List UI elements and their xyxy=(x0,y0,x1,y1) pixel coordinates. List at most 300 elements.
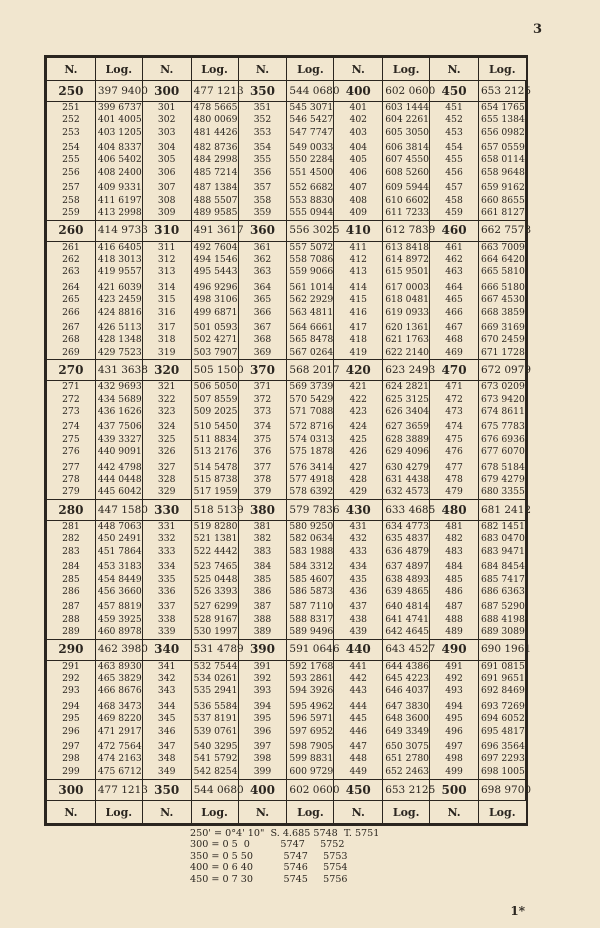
table-footer-row xyxy=(47,801,526,824)
log-cell: 475 6712 xyxy=(95,766,142,780)
number-cell: 313 xyxy=(142,267,191,279)
log-cell: 606 3814 xyxy=(383,142,430,154)
log-cell: 599 8831 xyxy=(287,754,334,766)
number-cell: 453 xyxy=(430,127,479,139)
footer-n-cell: N. xyxy=(142,801,191,824)
log-cell: 541 5792 xyxy=(191,754,238,766)
log-cell: 638 4893 xyxy=(383,574,430,586)
number-cell: 476 xyxy=(430,446,479,458)
log-cell: 614 8972 xyxy=(383,254,430,266)
log-cell: 698 9700 xyxy=(478,780,525,801)
number-cell: 432 xyxy=(334,533,383,545)
number-cell: 347 xyxy=(142,741,191,753)
number-cell: 315 xyxy=(142,294,191,306)
number-cell: 301 xyxy=(142,102,191,115)
number-cell: 477 xyxy=(430,462,479,474)
log-cell: 399 6737 xyxy=(95,102,142,115)
number-cell: 252 xyxy=(47,114,96,126)
log-cell: 646 4037 xyxy=(383,686,430,698)
table-row xyxy=(47,394,526,406)
table-main-row xyxy=(47,81,526,102)
log-cell: 669 3169 xyxy=(478,322,525,334)
footnote-line: 450 = 0 7 30 5745 5756 xyxy=(190,873,348,885)
log-cell: 697 2293 xyxy=(478,754,525,766)
number-cell: 343 xyxy=(142,686,191,698)
log-cell: 611 7233 xyxy=(383,207,430,220)
log-cell: 658 0114 xyxy=(478,155,525,167)
table-row xyxy=(47,673,526,685)
log-cell: 544 0680 xyxy=(191,780,238,801)
number-cell: 281 xyxy=(47,521,96,534)
number-cell: 341 xyxy=(142,660,191,673)
number-cell: 250 xyxy=(47,81,96,102)
footer-n-cell: N. xyxy=(430,801,479,824)
number-cell: 440 xyxy=(334,639,383,660)
number-cell: 331 xyxy=(142,521,191,534)
number-cell: 303 xyxy=(142,127,191,139)
log-cell: 553 8830 xyxy=(287,195,334,207)
number-cell: 405 xyxy=(334,155,383,167)
number-cell: 311 xyxy=(142,241,191,254)
signature-mark: 1* xyxy=(510,904,525,918)
log-cell: 683 0470 xyxy=(478,533,525,545)
header-log-cell: Log. xyxy=(95,58,142,81)
log-cell: 617 0003 xyxy=(383,282,430,294)
log-cell: 647 3830 xyxy=(383,701,430,713)
log-cell: 664 6420 xyxy=(478,254,525,266)
number-cell: 378 xyxy=(238,474,287,486)
footer-n-cell: N. xyxy=(47,801,96,824)
number-cell: 452 xyxy=(430,114,479,126)
number-cell: 366 xyxy=(238,307,287,319)
log-cell: 610 6602 xyxy=(383,195,430,207)
number-cell: 473 xyxy=(430,406,479,418)
number-cell: 393 xyxy=(238,686,287,698)
log-cell: 603 1444 xyxy=(383,102,430,115)
log-cell: 485 7214 xyxy=(191,167,238,179)
log-cell: 505 1500 xyxy=(191,360,238,381)
log-cell: 495 5443 xyxy=(191,267,238,279)
log-cell: 691 0815 xyxy=(478,660,525,673)
number-cell: 286 xyxy=(47,586,96,598)
number-cell: 356 xyxy=(238,167,287,179)
number-cell: 388 xyxy=(238,614,287,626)
number-cell: 283 xyxy=(47,546,96,558)
log-cell: 686 6363 xyxy=(478,586,525,598)
log-cell: 492 7604 xyxy=(191,241,238,254)
log-cell: 474 2163 xyxy=(95,754,142,766)
number-cell: 361 xyxy=(238,241,287,254)
log-cell: 618 0481 xyxy=(383,294,430,306)
log-cell: 627 3659 xyxy=(383,422,430,434)
number-cell: 425 xyxy=(334,434,383,446)
log-cell: 558 7086 xyxy=(287,254,334,266)
table-row xyxy=(47,574,526,586)
log-cell: 442 4798 xyxy=(95,462,142,474)
number-cell: 318 xyxy=(142,334,191,346)
log-cell: 587 7110 xyxy=(287,601,334,613)
log-cell: 494 1546 xyxy=(191,254,238,266)
number-cell: 493 xyxy=(430,686,479,698)
log-cell: 620 1361 xyxy=(383,322,430,334)
log-cell: 462 3980 xyxy=(95,639,142,660)
number-cell: 316 xyxy=(142,307,191,319)
number-cell: 469 xyxy=(430,347,479,360)
log-cell: 577 4918 xyxy=(287,474,334,486)
number-cell: 274 xyxy=(47,422,96,434)
table-row xyxy=(47,546,526,558)
number-cell: 278 xyxy=(47,474,96,486)
log-cell: 628 3889 xyxy=(383,434,430,446)
number-cell: 310 xyxy=(142,220,191,241)
log-cell: 432 9693 xyxy=(95,381,142,394)
log-cell: 528 9167 xyxy=(191,614,238,626)
log-cell: 537 8191 xyxy=(191,713,238,725)
log-cell: 600 9729 xyxy=(287,766,334,780)
log-cell: 568 2017 xyxy=(287,360,334,381)
log-cell: 692 8469 xyxy=(478,686,525,698)
log-cell: 482 8736 xyxy=(191,142,238,154)
table-row xyxy=(47,142,526,154)
table-row xyxy=(47,294,526,306)
number-cell: 459 xyxy=(430,207,479,220)
header-n-cell: N. xyxy=(142,58,191,81)
log-cell: 670 2459 xyxy=(478,334,525,346)
number-cell: 297 xyxy=(47,741,96,753)
log-cell: 594 3926 xyxy=(287,686,334,698)
number-cell: 390 xyxy=(238,639,287,660)
number-cell: 401 xyxy=(334,102,383,115)
log-cell: 542 8254 xyxy=(191,766,238,780)
number-cell: 314 xyxy=(142,282,191,294)
log-cell: 501 0593 xyxy=(191,322,238,334)
footnote-line: 250' = 0°4' 10" S. 4.685 5748 T. 5751 xyxy=(190,828,380,839)
number-cell: 386 xyxy=(238,586,287,598)
number-cell: 277 xyxy=(47,462,96,474)
table-row xyxy=(47,434,526,446)
number-cell: 430 xyxy=(334,500,383,521)
table-row xyxy=(47,474,526,486)
number-cell: 273 xyxy=(47,406,96,418)
log-cell: 549 0033 xyxy=(287,142,334,154)
number-cell: 479 xyxy=(430,487,479,500)
table-row xyxy=(47,533,526,545)
log-cell: 418 3013 xyxy=(95,254,142,266)
log-cell: 623 2493 xyxy=(383,360,430,381)
log-cell: 428 1348 xyxy=(95,334,142,346)
table-row xyxy=(47,347,526,360)
number-cell: 312 xyxy=(142,254,191,266)
number-cell: 364 xyxy=(238,282,287,294)
number-cell: 495 xyxy=(430,713,479,725)
log-cell: 667 4530 xyxy=(478,294,525,306)
number-cell: 376 xyxy=(238,446,287,458)
number-cell: 373 xyxy=(238,406,287,418)
table-row xyxy=(47,102,526,115)
number-cell: 271 xyxy=(47,381,96,394)
number-cell: 340 xyxy=(142,639,191,660)
number-cell: 259 xyxy=(47,207,96,220)
log-cell: 631 4438 xyxy=(383,474,430,486)
log-cell: 621 1763 xyxy=(383,334,430,346)
number-cell: 332 xyxy=(142,533,191,545)
log-cell: 597 6952 xyxy=(287,726,334,738)
log-cell: 532 7544 xyxy=(191,660,238,673)
number-cell: 439 xyxy=(334,626,383,639)
log-cell: 693 7269 xyxy=(478,701,525,713)
log-cell: 655 1384 xyxy=(478,114,525,126)
number-cell: 410 xyxy=(334,220,383,241)
number-cell: 434 xyxy=(334,561,383,573)
log-cell: 539 0761 xyxy=(191,726,238,738)
number-cell: 484 xyxy=(430,561,479,573)
header-n-cell: N. xyxy=(238,58,287,81)
log-cell: 609 5944 xyxy=(383,182,430,194)
number-cell: 292 xyxy=(47,673,96,685)
log-cell: 659 9162 xyxy=(478,182,525,194)
number-cell: 302 xyxy=(142,114,191,126)
logarithm-table-frame xyxy=(44,55,532,826)
log-cell: 694 6052 xyxy=(478,713,525,725)
log-cell: 477 1213 xyxy=(95,780,142,801)
log-cell: 582 0634 xyxy=(287,533,334,545)
log-cell: 414 9733 xyxy=(95,220,142,241)
footer-n-cell: N. xyxy=(334,801,383,824)
table-row xyxy=(47,660,526,673)
number-cell: 491 xyxy=(430,660,479,673)
number-cell: 450 xyxy=(334,780,383,801)
number-cell: 269 xyxy=(47,347,96,360)
number-cell: 397 xyxy=(238,741,287,753)
log-cell: 584 3312 xyxy=(287,561,334,573)
number-cell: 263 xyxy=(47,267,96,279)
log-cell: 681 2412 xyxy=(478,500,525,521)
number-cell: 320 xyxy=(142,360,191,381)
number-cell: 298 xyxy=(47,754,96,766)
log-cell: 662 7578 xyxy=(478,220,525,241)
log-cell: 624 2821 xyxy=(383,381,430,394)
number-cell: 403 xyxy=(334,127,383,139)
log-cell: 535 2941 xyxy=(191,686,238,698)
log-cell: 522 4442 xyxy=(191,546,238,558)
table-row xyxy=(47,521,526,534)
table-row xyxy=(47,561,526,573)
log-cell: 657 0559 xyxy=(478,142,525,154)
number-cell: 437 xyxy=(334,601,383,613)
number-cell: 300 xyxy=(47,780,96,801)
number-cell: 438 xyxy=(334,614,383,626)
log-cell: 424 8816 xyxy=(95,307,142,319)
number-cell: 345 xyxy=(142,713,191,725)
number-cell: 371 xyxy=(238,381,287,394)
table-row xyxy=(47,713,526,725)
table-row xyxy=(47,462,526,474)
number-cell: 431 xyxy=(334,521,383,534)
log-cell: 585 4607 xyxy=(287,574,334,586)
log-cell: 605 3050 xyxy=(383,127,430,139)
log-cell: 639 4865 xyxy=(383,586,430,598)
number-cell: 490 xyxy=(430,639,479,660)
number-cell: 383 xyxy=(238,546,287,558)
number-cell: 486 xyxy=(430,586,479,598)
log-cell: 434 5689 xyxy=(95,394,142,406)
number-cell: 455 xyxy=(430,155,479,167)
number-cell: 487 xyxy=(430,601,479,613)
table-row xyxy=(47,254,526,266)
log-cell: 450 2491 xyxy=(95,533,142,545)
number-cell: 288 xyxy=(47,614,96,626)
number-cell: 433 xyxy=(334,546,383,558)
number-cell: 444 xyxy=(334,701,383,713)
log-cell: 454 8449 xyxy=(95,574,142,586)
log-cell: 472 7564 xyxy=(95,741,142,753)
number-cell: 462 xyxy=(430,254,479,266)
number-cell: 363 xyxy=(238,267,287,279)
number-cell: 317 xyxy=(142,322,191,334)
number-cell: 300 xyxy=(142,81,191,102)
number-cell: 419 xyxy=(334,347,383,360)
log-cell: 401 4005 xyxy=(95,114,142,126)
log-cell: 448 7063 xyxy=(95,521,142,534)
number-cell: 407 xyxy=(334,182,383,194)
log-cell: 619 0933 xyxy=(383,307,430,319)
number-cell: 350 xyxy=(238,81,287,102)
number-cell: 406 xyxy=(334,167,383,179)
log-cell: 552 6682 xyxy=(287,182,334,194)
number-cell: 461 xyxy=(430,241,479,254)
number-cell: 321 xyxy=(142,381,191,394)
number-cell: 270 xyxy=(47,360,96,381)
number-cell: 389 xyxy=(238,626,287,639)
log-cell: 576 3414 xyxy=(287,462,334,474)
log-cell: 636 4879 xyxy=(383,546,430,558)
number-cell: 276 xyxy=(47,446,96,458)
log-cell: 513 2176 xyxy=(191,446,238,458)
number-cell: 368 xyxy=(238,334,287,346)
number-cell: 319 xyxy=(142,347,191,360)
log-cell: 671 1728 xyxy=(478,347,525,360)
log-cell: 530 1997 xyxy=(191,626,238,639)
log-cell: 656 0982 xyxy=(478,127,525,139)
log-cell: 471 2917 xyxy=(95,726,142,738)
table-body xyxy=(47,81,532,801)
log-cell: 423 2459 xyxy=(95,294,142,306)
number-cell: 375 xyxy=(238,434,287,446)
number-cell: 357 xyxy=(238,182,287,194)
log-cell: 534 0261 xyxy=(191,673,238,685)
number-cell: 354 xyxy=(238,142,287,154)
footnote-line: 300 = 0 5 0 5747 5752 xyxy=(190,839,345,851)
number-cell: 287 xyxy=(47,601,96,613)
log-cell: 687 5290 xyxy=(478,601,525,613)
log-cell: 439 3327 xyxy=(95,434,142,446)
log-cell: 615 9501 xyxy=(383,267,430,279)
number-cell: 420 xyxy=(334,360,383,381)
log-cell: 546 5427 xyxy=(287,114,334,126)
page-number: 3 xyxy=(532,22,542,37)
log-cell: 547 7747 xyxy=(287,127,334,139)
number-cell: 350 xyxy=(142,780,191,801)
log-cell: 564 6661 xyxy=(287,322,334,334)
number-cell: 483 xyxy=(430,546,479,558)
number-cell: 255 xyxy=(47,155,96,167)
number-cell: 381 xyxy=(238,521,287,534)
log-cell: 690 1961 xyxy=(478,639,525,660)
log-cell: 429 7523 xyxy=(95,347,142,360)
log-cell: 637 4897 xyxy=(383,561,430,573)
table-row xyxy=(47,282,526,294)
log-cell: 536 5584 xyxy=(191,701,238,713)
table-row xyxy=(47,127,526,139)
log-cell: 499 6871 xyxy=(191,307,238,319)
number-cell: 441 xyxy=(334,660,383,673)
log-cell: 684 8454 xyxy=(478,561,525,573)
log-cell: 588 8317 xyxy=(287,614,334,626)
number-cell: 296 xyxy=(47,726,96,738)
log-cell: 596 5971 xyxy=(287,713,334,725)
number-cell: 394 xyxy=(238,701,287,713)
log-cell: 550 2284 xyxy=(287,155,334,167)
number-cell: 454 xyxy=(430,142,479,154)
number-cell: 268 xyxy=(47,334,96,346)
number-cell: 289 xyxy=(47,626,96,639)
number-cell: 400 xyxy=(334,81,383,102)
log-cell: 661 8127 xyxy=(478,207,525,220)
log-cell: 653 2125 xyxy=(478,81,525,102)
number-cell: 349 xyxy=(142,766,191,780)
number-cell: 305 xyxy=(142,155,191,167)
log-cell: 642 4645 xyxy=(383,626,430,639)
log-cell: 561 1014 xyxy=(287,282,334,294)
log-cell: 555 0944 xyxy=(287,207,334,220)
number-cell: 370 xyxy=(238,360,287,381)
number-cell: 435 xyxy=(334,574,383,586)
number-cell: 346 xyxy=(142,726,191,738)
table-row xyxy=(47,626,526,639)
number-cell: 372 xyxy=(238,394,287,406)
number-cell: 379 xyxy=(238,487,287,500)
log-cell: 436 1626 xyxy=(95,406,142,418)
log-cell: 519 8280 xyxy=(191,521,238,534)
log-cell: 502 4271 xyxy=(191,334,238,346)
number-cell: 447 xyxy=(334,741,383,753)
logarithm-table xyxy=(46,57,532,824)
number-cell: 499 xyxy=(430,766,479,780)
log-cell: 676 6936 xyxy=(478,434,525,446)
number-cell: 446 xyxy=(334,726,383,738)
log-cell: 463 8930 xyxy=(95,660,142,673)
number-cell: 456 xyxy=(430,167,479,179)
log-cell: 630 4279 xyxy=(383,462,430,474)
number-cell: 460 xyxy=(430,220,479,241)
number-cell: 251 xyxy=(47,102,96,115)
number-cell: 309 xyxy=(142,207,191,220)
number-cell: 353 xyxy=(238,127,287,139)
log-cell: 571 7088 xyxy=(287,406,334,418)
angle-footnote xyxy=(190,828,379,885)
number-cell: 400 xyxy=(238,780,287,801)
number-cell: 467 xyxy=(430,322,479,334)
number-cell: 464 xyxy=(430,282,479,294)
log-cell: 612 7839 xyxy=(383,220,430,241)
log-cell: 602 0600 xyxy=(383,81,430,102)
log-cell: 445 6042 xyxy=(95,487,142,500)
number-cell: 412 xyxy=(334,254,383,266)
log-cell: 645 4223 xyxy=(383,673,430,685)
log-cell: 477 1213 xyxy=(191,81,238,102)
number-cell: 474 xyxy=(430,422,479,434)
number-cell: 254 xyxy=(47,142,96,154)
